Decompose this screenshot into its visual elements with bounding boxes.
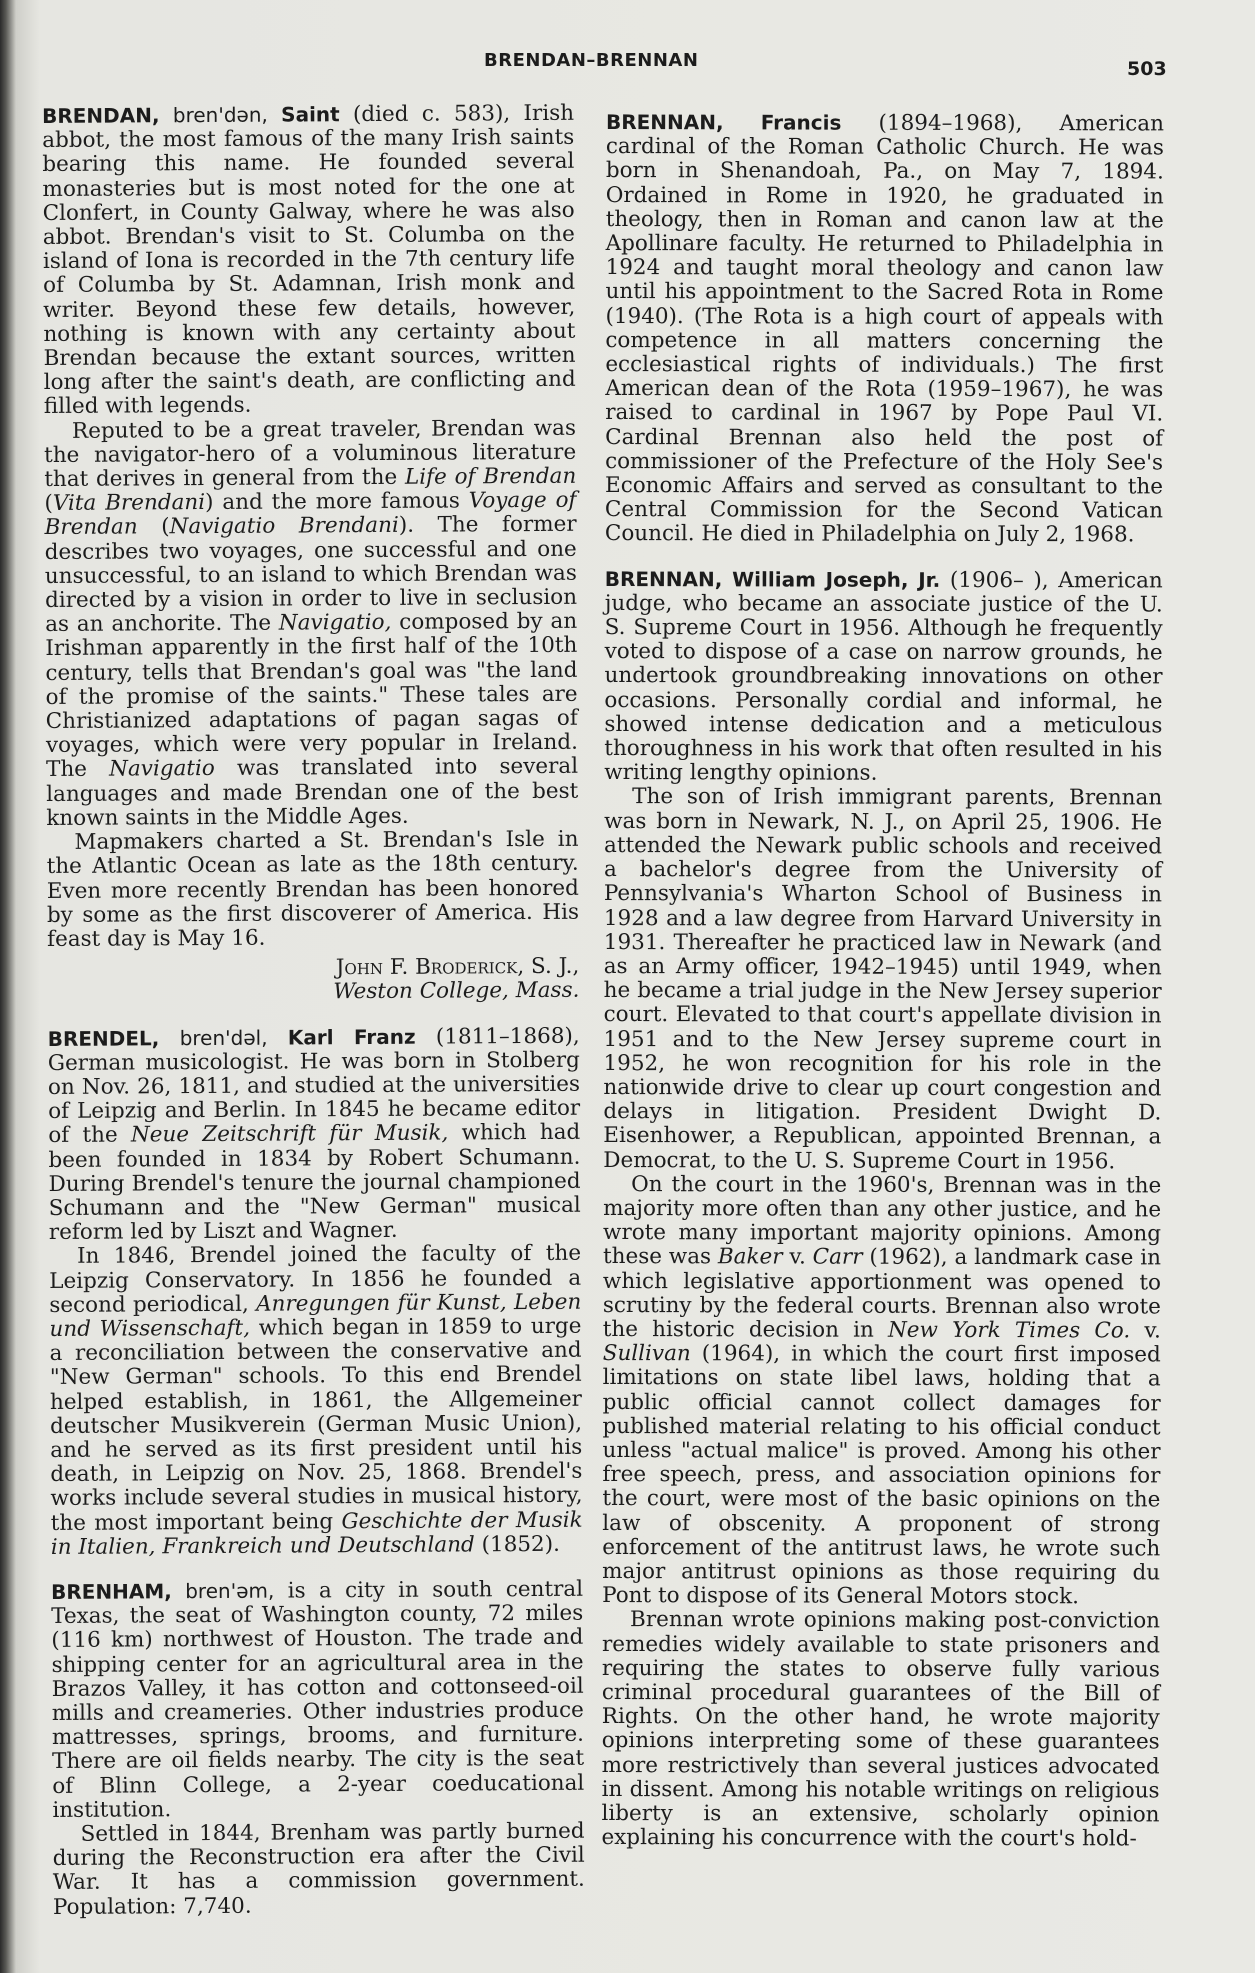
paragraph: Reputed to be a great traveler, Brendan was the navigator-hero of a voluminous literature that derives in general from the Life of Brendan (Vita Brendani) and the more famous Voyage of Brendan (Navigatio Brendani). The former describes two voyages, one successful and one unsuccessful, to an island to which Brendan was directed by a vision in order to live in seclusion as an anchorite. The Navigatio, composed by an Irishman apparently in the first half of the 10th century, tells that Brendan's goal was "the land of the promise of the saints." These tales are Christianized adaptations of pagan sagas of voyages, which were very popular in Ireland. The Navigatio was translated into several languages and made Brendan one of the best known saints in the Middle Ages. xyxy=(44,415,579,831)
title-book: Geschichte der Musik in Italien, Frankreich und Deutschland xyxy=(50,1507,583,1560)
case-name: Carr xyxy=(812,1244,863,1271)
entry-headword: BRENDEL, xyxy=(47,1025,160,1051)
case-name: Baker xyxy=(717,1244,783,1270)
paragraph-text: is a city in south central Texas, the seat of Washington county, 72 miles (116 km) northwest of Houston. The trade and shipping center for an agricultural area in the Brazos Valley, it has cotton and cottonseed-oil mills and creameries. Other industries produce mattresses, springs, brooms, and furniture. There are oil fields nearby. The city is the seat of Blinn College, a 2-year coeducational institution. xyxy=(51,1576,585,1823)
author-institution: Weston College, Mass. xyxy=(333,978,580,1005)
paragraph: In 1846, Brendel joined the faculty of the Leipzig Conservatory. In 1856 he founded a second periodical, Anregungen für Kunst, Leben und Wissenschaft, which began in 1859 to urge a reconciliation between the conservative and "New German" schools. To this end Brendel helped establish, in 1861, the Allgemeiner deutscher Musikverein (German Music Union), and he served as its first president until his death, in Leipzig on Nov. 25, 1868. Brendel's works include several studies in musical history, the most important being Geschichte der Musik in Italien, Frankreich und Deutschland (1852). xyxy=(49,1241,583,1560)
entry-brendan xyxy=(42,101,580,1007)
author-name: John F. Broderick, S. J., xyxy=(335,953,580,981)
pronunciation: bren'əm, xyxy=(185,1578,275,1604)
title-life-of-brendan: Life of Brendan xyxy=(404,463,577,490)
case-name: Sullivan xyxy=(602,1341,691,1367)
pronunciation: bren'dəl, xyxy=(179,1025,268,1050)
entry-headword: BRENHAM, xyxy=(51,1579,172,1604)
entry-brennan-francis xyxy=(605,110,1164,548)
paragraph: Mapmakers charted a St. Brendan's Isle in the Atlantic Ocean as late as the 18th century. Even more recently Brendan has been honored by some as the first discoverer of America. His feast day is May 16. xyxy=(46,826,580,952)
paragraph-text: (1894–1968), American cardinal of the Roman Catholic Church. He was born in Shenandoah, Pa., on May 7, 1894. Ordained in Rome in 1920, he graduated in theology, then in Roman and canon law at the Apollinare faculty. He returned to Philadelphia in 1924 and taught moral theology and canon law until his appointment to the Sacred Rota in Rome (1940). (The Rota is a high court of appeals with competence in all matters concerning the ecclesiastical rights of individuals.) The first American dean of the Rota (1959–1967), he was raised to cardinal in 1967 by Pope Paul VI. Cardinal Brennan also held the post of commissioner of the Prefecture of the Holy See's Economic Affairs and served as consultant to the Central Commission for the Second Vatican Council. He died in Philadelphia on July 2, 1968. xyxy=(604,110,1165,548)
entry-brenham xyxy=(51,1577,585,1920)
entry-headword: BRENDAN, xyxy=(42,103,160,128)
title-vita-brendani: Vita Brendani xyxy=(52,490,206,517)
title-periodical: Anregungen für Kunst, Leben und Wissenschaft, xyxy=(49,1289,582,1342)
title-navigatio: Navigatio, xyxy=(278,610,392,636)
entry-headword: BRENNAN, William Joseph, Jr. xyxy=(604,566,941,592)
paragraph-text: (1906– ), American judge, who became an associate justice of the U. S. Supreme Court in 1956. Although he frequently voted to dispose of a case on narrow grounds, he undertook groundbreaking innovations on other occasions. Personally cordial and informal, he showed intense dedication and a meticulous thoroughness in his work that often resulted in his writing lengthy opinions. xyxy=(604,567,1163,786)
page-number: 503 xyxy=(1127,58,1167,80)
paragraph: On the court in the 1960's, Brennan was in the majority more often than any other justice, and he wrote many important majority opinions. Among these was Baker v. Carr (1962), a landmark case in which legislative apportionment was opened to scrutiny by the federal courts. Brennan also wrote the historic decision in New York Times Co. v. Sullivan (1964), in which the court first imposed limitations on state libel laws, holding that a public official cannot collect damages for published material relating to his official conduct unless "actual malice" is proved. Among his other free speech, press, and association opinions for the court, were most of the basic opinions on the law of obscenity. A proponent of strong enforcement of the antitrust laws, he wrote such major antitrust opinions as those requiring du Pont to dispose of its General Motors stock. xyxy=(602,1171,1162,1610)
case-name: New York Times Co. xyxy=(887,1317,1131,1344)
title-voyage-of-brendan: Voyage of Brendan xyxy=(44,487,577,541)
entry-name: Karl Franz xyxy=(287,1024,416,1050)
entry-brendel: BRENDEL, bren'dəl, Karl Franz (1811–1868), German musicologist. He was born in Stolberg on Nov. 26, 1811, and studied at the universities of Leipzig and Berlin. In 1845 he became editor of the Neue Zeitschrift für Musik, which had been founded in 1834 by Robert Schumann. During Brendel's tenure the journal championed Schumann and the "New German" musical reform led by Liszt and Wagner. In 1846, Brendel joined the faculty of the Leipzig Conservatory. In 1856 he founded a second periodical, Anregungen für Kunst, Leben und Wissenschaft, which began in 1859 to urge a reconciliation between the conservative and "New German" schools. To this end Brendel helped establish, in 1861, the Allgemeiner deutscher Musikverein (German Music Union), and he served as its first president until his death, in Leipzig on Nov. 25, 1868. Brendel's works include several studies in musical history, the most important being Geschichte der Musik in Italien, Frankreich und Deutschland (1852). xyxy=(47,1023,583,1560)
paragraph-text: (died c. 583), Irish abbot, the most famous of the many Irish saints bearing this name. He founded several monasteries but is most noted for the one at Clonfert, in County Galway, where he was also abbot. Brendan's visit to St. Columba on the island of Iona is recorded in the 7th century life of Columba by St. Adamnan, Irish monk and writer. Beyond these few details, however, nothing is known with any certainty about Brendan because the extant sources, written long after the saint's death, are conflicting and filled with legends. xyxy=(42,100,576,420)
entry-name: Saint xyxy=(281,102,340,127)
paragraph: Settled in 1844, Brenham was partly burned during the Reconstruction era after the Civil War. It has a commission government. Population: 7,740. xyxy=(52,1818,585,1920)
paragraph: Brennan wrote opinions making post-conviction remedies widely available to state prisoners and requiring the states to observe fully various criminal procedural guarantees of the Bill of Rights. On the other hand, he wrote majority opinions interpreting some of these guarantees more restrictively than several justices advocated in dissent. Among his notable writings on religious liberty is an extensive, scholarly opinion explaining his concurrence with the court's hold- xyxy=(601,1607,1161,1852)
entry-brennan-william xyxy=(601,567,1162,1852)
pronunciation: bren'dən, xyxy=(172,102,268,128)
title-navigatio-brendani: Navigatio Brendani xyxy=(169,513,399,540)
left-column xyxy=(42,101,585,1938)
author-signature xyxy=(47,955,579,1007)
right-column xyxy=(601,110,1164,1870)
paragraph: The son of Irish immigrant parents, Brennan was born in Newark, N. J., on April 25, 1906. He attended the Newark public schools and received a bachelor's degree from the University of Pennsylvania's Wharton School of Business in 1928 and a law degree from Harvard University in 1931. Thereafter he practiced law in Newark (and as an Army officer, 1942–1945) until 1949, when he became a trial judge in the New Jersey superior court. Elevated to that court's appellate division in 1951 and to the New Jersey supreme court in 1952, he won recognition for his role in the nationwide drive to clear up court congestion and delays in litigation. President Dwight D. Eisenhower, a Republican, appointed Brennan, a Democrat, to the U. S. Supreme Court in 1956. xyxy=(603,784,1163,1174)
entry-headword: BRENNAN, Francis xyxy=(605,110,842,135)
title-navigatio: Navigatio xyxy=(109,756,215,783)
title-journal: Neue Zeitschrift für Musik, xyxy=(130,1120,449,1148)
running-head: BRENDAN–BRENNAN xyxy=(484,50,699,71)
